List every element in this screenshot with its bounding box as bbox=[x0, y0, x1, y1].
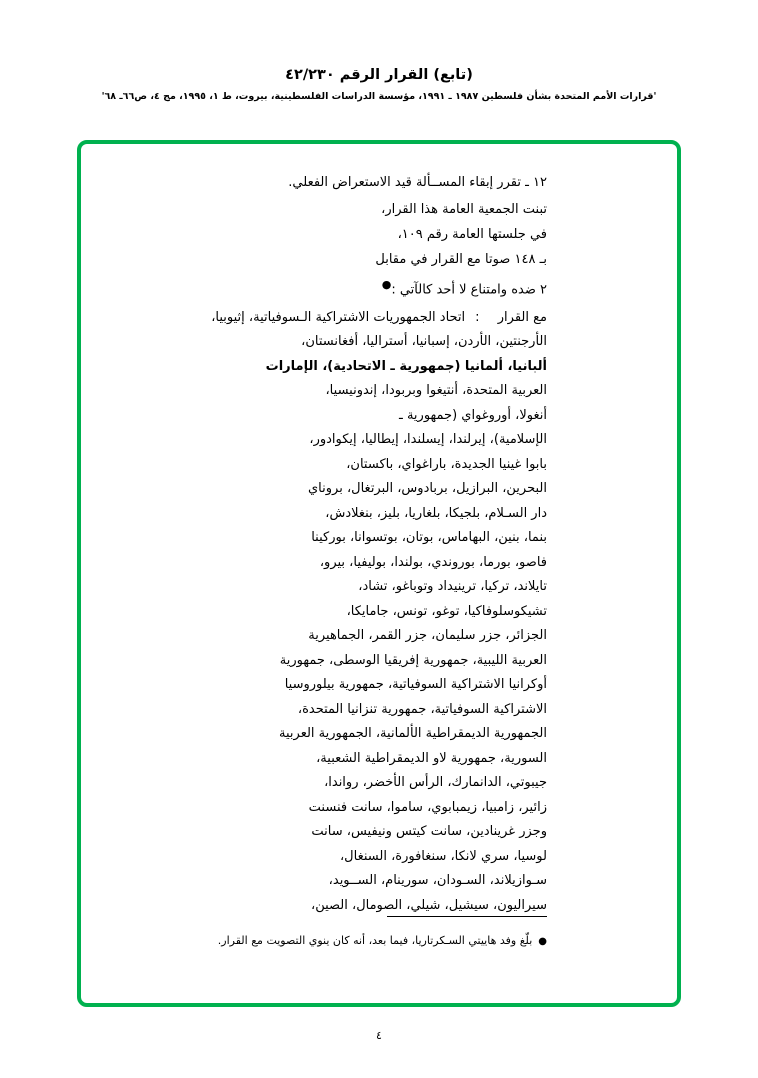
countries-voting-for bbox=[201, 330, 547, 918]
source-citation: 'قرارات الأمم المتحدة بشأن فلسطين ١٩٨٧ ـ ١٩٩١، مؤسسة الدراسات الفلسطينية، بيروت، ط ١، ١٩٩٥، مج ٤، ص٦٦ـ ٦٨' bbox=[101, 90, 657, 102]
footnote-marker-icon: ● bbox=[381, 278, 392, 291]
country-line: الإسلامية)، إيرلندا، إيسلندا، إيطاليا، إيكوادور، bbox=[309, 432, 547, 448]
vote-line: بـ ١٤٨ صوتا مع القرار في مقابل bbox=[375, 252, 547, 267]
vote-line: تبنت الجمعية العامة هذا القرار، bbox=[381, 202, 547, 217]
vote-line bbox=[201, 272, 547, 302]
country-line: بنما، بنين، البهاماس، بوتان، بوتسوانا، بوركينا bbox=[311, 530, 547, 546]
country-line: بابوا غينيا الجديدة، باراغواي، باكستان، bbox=[346, 456, 547, 472]
page-number: ٤ bbox=[376, 1029, 382, 1042]
country-line: اتحاد الجمهوريات الاشتراكية الـسوفياتية، إثيوبيا، bbox=[211, 310, 466, 326]
country-line: الجمهورية الديمقراطية الألمانية، الجمهورية العربية bbox=[279, 726, 547, 742]
country-line: تشيكوسلوفاكيا، توغو، تونس، جامايكا، bbox=[346, 603, 547, 619]
country-line: الأرجنتين، الأردن، إسبانيا، أستراليا، أفغانستان، bbox=[301, 334, 547, 350]
country-line: وجزر غرينادين، سانت كيتس ونيفيس، سانت bbox=[311, 824, 547, 840]
country-line: زائير، زامبيا، زيمبابوي، ساموا، سانت فنسنت bbox=[308, 799, 547, 815]
page-title: (تابع) القرار الرقم ٤٢/٢٣٠ bbox=[285, 67, 473, 83]
footnote-text: بلّغ وفد هاييتي السـكرتاريا، فيما بعد، أنه كان ينوي التصويت مع القرار. bbox=[217, 934, 533, 947]
document-header bbox=[0, 66, 758, 103]
country-line: البحرين، البرازيل، بربادوس، البرتغال، بروناي bbox=[307, 481, 547, 497]
country-line: أوكرانيا الاشتراكية السوفياتية، جمهورية بيلوروسيا bbox=[284, 677, 547, 693]
country-line: العربية الليبية، جمهورية إفريقيا الوسطى، جمهورية bbox=[279, 652, 547, 668]
document-body bbox=[201, 170, 547, 918]
country-line: تايلاند، تركيا، ترينيداد وتوباغو، تشاد، bbox=[358, 579, 547, 595]
country-line: سيراليون، سيشيل، شيلي، الصومال، الصين، bbox=[311, 897, 547, 913]
country-line: السورية، جمهورية لاو الديمقراطية الشعبية، bbox=[316, 750, 547, 766]
country-line: العربية المتحدة، أنتيغوا وبربودا، إندونيسيا، bbox=[325, 383, 547, 399]
country-line: لوسيا، سري لانكا، سنغافورة، السنغال، bbox=[339, 848, 547, 864]
vote-line: في جلستها العامة رقم ١٠٩، bbox=[397, 227, 547, 242]
footnote-divider bbox=[387, 916, 547, 917]
clause-12: ١٢ ـ تقرر إبقاء المســألة قيد الاستعراض الفعلي. bbox=[288, 175, 547, 190]
country-line: فاصو، بورما، بوروندي، بولندا، بوليفيا، بيرو، bbox=[319, 554, 547, 570]
with-resolution-label: مع القرار bbox=[497, 310, 547, 326]
country-line: الجزائر، جزر سليمان، جزر القمر، الجماهيرية bbox=[308, 628, 547, 644]
country-line: ألبانيا، ألمانيا (جمهورية ـ الاتحادية)، الإمارات bbox=[265, 358, 547, 374]
country-line: جيبوتي، الدانمارك، الرأس الأخضر، رواندا، bbox=[324, 775, 547, 791]
with-resolution-row bbox=[201, 305, 547, 330]
with-resolution-colon: : bbox=[475, 310, 480, 326]
footnote bbox=[201, 932, 547, 951]
footnote-bullet-icon: ● bbox=[538, 936, 547, 947]
country-line: أنغولا، أوروغواي (جمهورية ـ bbox=[399, 407, 547, 423]
country-line: دار السـلام، بلجيكا، بلغاريا، بليز، بنغلادش، bbox=[325, 505, 547, 521]
vote-line-text: ٢ ضده وامتناع لا أحد كالآتي : bbox=[391, 282, 547, 298]
country-line: الاشتراكية السوفياتية، جمهورية تنزانيا المتحدة، bbox=[297, 701, 547, 717]
country-line: سـوازيلاند، السـودان، سورينام، الســويد، bbox=[328, 873, 547, 889]
vote-summary bbox=[201, 197, 547, 302]
green-border-frame bbox=[77, 140, 681, 1007]
